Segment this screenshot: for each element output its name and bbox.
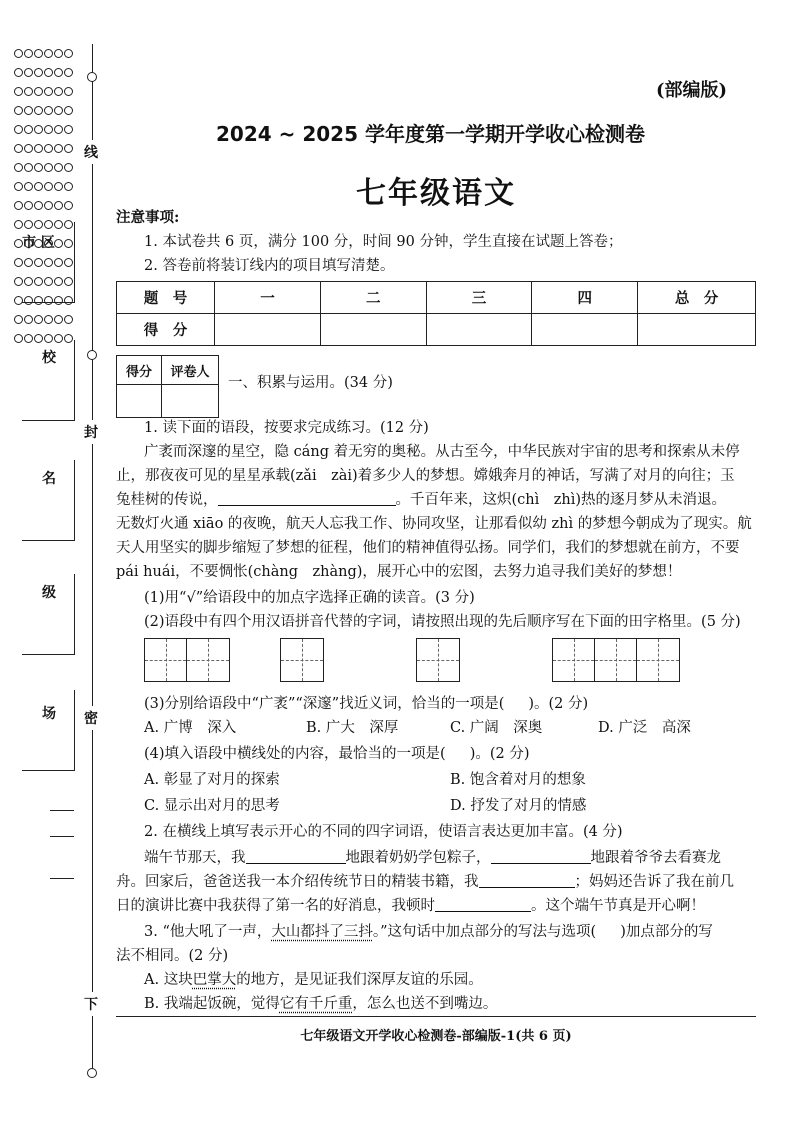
decorative-dot xyxy=(54,163,63,172)
score-table-cell: 一 xyxy=(215,282,321,314)
option-dotted-text: 它有千斤重 xyxy=(279,996,353,1012)
q3-line xyxy=(144,922,713,942)
binding-line xyxy=(92,44,93,1074)
decorative-dot xyxy=(54,201,63,210)
decorative-dot xyxy=(44,87,53,96)
decorative-dot xyxy=(64,201,73,210)
sub-question-text: (4)填入语段中横线处的内容，最恰当的一项是( xyxy=(144,746,446,762)
decorative-dot xyxy=(54,87,63,96)
grader-table xyxy=(116,355,219,418)
decorative-dot xyxy=(24,125,33,134)
q2-text: 地跟着爷爷去看赛龙 xyxy=(590,850,721,866)
score-table-cell: 二 xyxy=(320,282,426,314)
score-input-cell[interactable] xyxy=(426,314,532,346)
option-b xyxy=(144,994,497,1014)
exam-title: 2024 ~ 2025 学年度第一学期开学收心检测卷 xyxy=(216,122,645,146)
decorative-dot xyxy=(34,201,43,210)
binding-circle xyxy=(87,350,97,360)
decorative-dot xyxy=(24,68,33,77)
decorative-dot xyxy=(44,201,53,210)
decorative-dot xyxy=(34,49,43,58)
decorative-dot xyxy=(14,68,23,77)
option-a xyxy=(144,970,483,990)
decorative-dot xyxy=(34,182,43,191)
tian-grid[interactable] xyxy=(552,638,680,682)
field-label-exam-room: 场 xyxy=(42,706,56,722)
option-d: D. 广泛 高深 xyxy=(598,720,691,736)
decorative-dot xyxy=(24,315,33,324)
q3-dotted-text: 大山都抖了三抖 xyxy=(271,924,373,940)
decorative-dot xyxy=(64,49,73,58)
field-box-city[interactable] xyxy=(22,222,75,303)
decorative-dot xyxy=(24,163,33,172)
decorative-dot xyxy=(44,68,53,77)
binding-marker-mi: 密 xyxy=(84,706,98,730)
decorative-dot xyxy=(14,49,23,58)
decorative-dot xyxy=(64,163,73,172)
sub-question xyxy=(144,694,588,714)
q2-text: 地跟着奶奶学包粽子， xyxy=(345,850,491,866)
passage-line xyxy=(116,490,726,510)
decorative-dot xyxy=(14,144,23,153)
decorative-dot xyxy=(54,144,63,153)
score-input-cell[interactable] xyxy=(320,314,426,346)
notes-item: 1. 本试卷共 6 页，满分 100 分，时间 90 分钟，学生直接在试题上答卷； xyxy=(144,234,623,250)
tian-grid[interactable] xyxy=(416,638,460,682)
footer-rule xyxy=(116,1016,756,1017)
grader-name-label: 评卷人 xyxy=(162,356,219,385)
option-text: B. 我端起饭碗，觉得 xyxy=(144,996,280,1012)
question-prompt: 1. 读下面的语段，按要求完成练习。(12 分) xyxy=(144,420,429,436)
decorative-dot xyxy=(14,163,23,172)
decorative-dot xyxy=(24,106,33,115)
score-table-cell: 四 xyxy=(532,282,638,314)
notes-heading: 注意事项: xyxy=(116,209,180,226)
decorative-dot xyxy=(34,68,43,77)
decorative-dot xyxy=(24,87,33,96)
score-table xyxy=(116,281,756,346)
passage-line: pái huái，不要惆怅(chàng zhàng)，展开心中的宏图，去努力追寻我们美好的梦想！ xyxy=(116,564,682,580)
decorative-dot xyxy=(64,315,73,324)
option-a: A. 广博 深入 xyxy=(144,720,237,736)
binding-marker-xia: 下 xyxy=(84,992,98,1016)
decorative-dot xyxy=(44,163,53,172)
decorative-dot xyxy=(44,144,53,153)
decorative-dot xyxy=(64,106,73,115)
edition-label: (部编版) xyxy=(656,80,728,101)
binding-marker-xian: 线 xyxy=(84,140,98,164)
subject-title: 七年级语文 xyxy=(356,176,516,211)
q2-line xyxy=(116,872,734,892)
answer-blank[interactable] xyxy=(491,849,591,864)
score-table-cell: 三 xyxy=(426,282,532,314)
score-table-cell: 得 分 xyxy=(117,314,215,346)
decorative-dot xyxy=(34,163,43,172)
decorative-dot xyxy=(34,87,43,96)
option-b: B. 饱含着对月的想象 xyxy=(450,772,586,788)
q2-line xyxy=(144,848,721,868)
answer-blank[interactable] xyxy=(218,491,396,506)
answer-blank[interactable] xyxy=(435,897,531,912)
answer-blank[interactable] xyxy=(246,849,346,864)
q2-text: 。这个端午节真是开心啊！ xyxy=(531,898,705,914)
section-title: 一、积累与运用。(34 分) xyxy=(228,375,393,391)
grader-name-input[interactable] xyxy=(162,385,219,418)
q3-line: 法不相同。(2 分) xyxy=(116,948,229,964)
decorative-dot xyxy=(54,125,63,134)
q2-text: 端午节那天，我 xyxy=(144,850,246,866)
passage-text: 兔桂树的传说， xyxy=(116,492,218,508)
decorative-dot xyxy=(14,87,23,96)
option-text: 的地方，是见证我们深厚友谊的乐园。 xyxy=(236,972,483,988)
field-label-class: 级 xyxy=(42,585,56,601)
decorative-dot xyxy=(44,125,53,134)
option-c: C. 广阔 深奥 xyxy=(450,720,543,736)
field-box-exam-room[interactable] xyxy=(22,690,75,771)
field-box-school[interactable] xyxy=(22,340,75,421)
tian-grid[interactable] xyxy=(280,638,324,682)
decorative-dot xyxy=(34,315,43,324)
sub-question xyxy=(144,744,530,764)
q3-text: 3. “他大吼了一声， xyxy=(144,924,272,940)
sub-question-text: (3)分别给语段中“广袤”“深邃”找近义词，恰当的一项是( xyxy=(144,696,505,712)
passage-line: 无数灯火通 xiāo 的夜晚，航天人忘我工作、协同攻坚，让那看似幼 zhì 的梦想今朝成为了现实。航 xyxy=(116,516,752,532)
decorative-dot xyxy=(64,125,73,134)
q2-text: 日的演讲比赛中我获得了第一名的好消息，我顿时 xyxy=(116,898,435,914)
option-b: B. 广大 深厚 xyxy=(306,720,399,736)
q2-line xyxy=(116,896,705,916)
field-tick xyxy=(50,810,74,811)
field-tick xyxy=(50,878,74,879)
decorative-dot xyxy=(64,68,73,77)
decorative-dot xyxy=(24,201,33,210)
decorative-dot xyxy=(64,87,73,96)
decorative-dot xyxy=(24,144,33,153)
option-text: A. 这块 xyxy=(144,972,193,988)
decorative-dot xyxy=(64,182,73,191)
q3-text: 。”这句话中加点部分的写法与选项( xyxy=(372,924,597,940)
field-label-name: 名 xyxy=(42,471,56,487)
sub-question: (2)语段中有四个用汉语拼音代替的字词，请按照出现的先后顺序写在下面的田字格里。(5 分) xyxy=(144,614,741,630)
option-text: ，怎么也送不到嘴边。 xyxy=(352,996,498,1012)
sub-question-text: )。(2 分) xyxy=(469,746,530,762)
option-dotted-text: 巴掌大 xyxy=(192,972,237,988)
grader-score-label: 得分 xyxy=(117,356,162,385)
decorative-dot xyxy=(44,106,53,115)
question-prompt: 2. 在横线上填写表示开心的不同的四字词语，使语言表达更加丰富。(4 分) xyxy=(144,824,623,840)
score-table-cell: 题 号 xyxy=(117,282,215,314)
binding-circle xyxy=(87,1068,97,1078)
field-box-class[interactable] xyxy=(22,574,75,655)
sub-question: (1)用“√”给语段中的加点字选择正确的读音。(3 分) xyxy=(144,590,475,606)
option-a: A. 彰显了对月的探索 xyxy=(144,772,280,788)
binding-marker-feng: 封 xyxy=(84,420,98,444)
decorative-dot xyxy=(14,315,23,324)
decorative-dot xyxy=(34,125,43,134)
passage-line: 止，那夜夜可见的星星承载(zǎi zài)着多少人的梦想。嫦娥奔月的神话，写满了对月的向往；玉 xyxy=(116,468,735,484)
answer-blank[interactable] xyxy=(479,873,575,888)
score-table-header-row xyxy=(117,282,756,314)
decorative-dot xyxy=(14,201,23,210)
decorative-dot xyxy=(24,182,33,191)
q2-text: ；妈妈还告诉了我在前几 xyxy=(574,874,734,890)
passage-text: 。千百年来，这炽(chì zhì)热的逐月梦从未消退。 xyxy=(395,492,727,508)
passage-line: 广袤而深邃的星空，隐 cáng 着无穷的奥秘。从古至今，中华民族对宇宙的思考和探索从未停 xyxy=(144,444,740,460)
page-footer: 七年级语文开学收心检测卷-部编版-1(共 6 页) xyxy=(300,1029,572,1044)
notes-item: 2. 答卷前将装订线内的项目填写清楚。 xyxy=(144,258,395,274)
field-box-name[interactable] xyxy=(22,460,75,541)
decorative-dot xyxy=(44,182,53,191)
score-table-cell: 总 分 xyxy=(638,282,756,314)
decorative-dot xyxy=(54,68,63,77)
decorative-dot xyxy=(34,106,43,115)
decorative-dot xyxy=(54,106,63,115)
passage-line: 天人用坚实的脚步缩短了梦想的征程，他们的精神值得弘扬。同学们，我们的梦想就在前方，不要 xyxy=(116,540,740,556)
grader-score-input[interactable] xyxy=(117,385,162,418)
option-c: C. 显示出对月的思考 xyxy=(144,798,280,814)
field-tick xyxy=(50,836,74,837)
decorative-dot xyxy=(34,144,43,153)
score-table-score-row xyxy=(117,314,756,346)
decorative-dot xyxy=(54,49,63,58)
tian-grid[interactable] xyxy=(144,638,230,682)
decorative-dot xyxy=(14,106,23,115)
sub-question-text: )。(2 分) xyxy=(528,696,589,712)
score-input-cell[interactable] xyxy=(532,314,638,346)
decorative-dot xyxy=(14,125,23,134)
q3-text: )加点部分的写 xyxy=(620,924,713,940)
binding-circle xyxy=(87,72,97,82)
field-label-city: 市 区 xyxy=(22,235,55,251)
score-input-cell[interactable] xyxy=(215,314,321,346)
decorative-dot xyxy=(54,182,63,191)
binding-margin xyxy=(0,0,120,1123)
score-input-cell[interactable] xyxy=(638,314,756,346)
decorative-dot xyxy=(44,315,53,324)
decorative-dot xyxy=(44,49,53,58)
decorative-dot xyxy=(24,49,33,58)
decorative-dot xyxy=(54,315,63,324)
field-label-school: 校 xyxy=(42,350,56,366)
option-d: D. 抒发了对月的情感 xyxy=(450,798,587,814)
decorative-dot xyxy=(64,144,73,153)
decorative-dot xyxy=(14,182,23,191)
q2-text: 舟。回家后，爸爸送我一本介绍传统节日的精装书籍，我 xyxy=(116,874,479,890)
